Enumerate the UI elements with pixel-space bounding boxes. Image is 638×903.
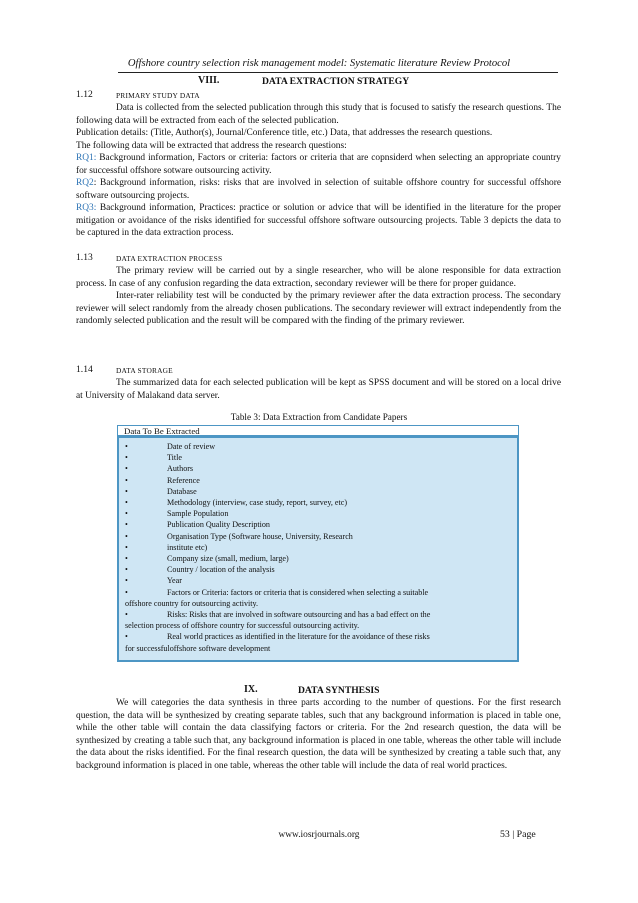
item-continuation: selection process of offshore country for successful outsourcing activity. <box>125 621 360 631</box>
rq3-text: Background information, Practices: practice or solution or advice that will be identified in the literature for the proper mitigation or avoidance of the risks identified for successful offshore software outsourcing projects. Table 3 depicts the data to be captured in the data extraction process. <box>76 203 561 238</box>
subsection-1-12-body <box>76 102 561 240</box>
section-9-body <box>76 697 561 772</box>
paragraph: We will categories the data synthesis in three parts according to the number of questions. For the first research question, the data will be synthesized by creating separate tables, such that any background information is placed in table one, while the other table will contain the data classifying factors or criteria. For the 2nd research question, the data will be synthesized by creating a table such that, any background information is placed in one table, whereas the other table will include the data about the risks identified. For the final research question, the data will be synthesized by creating a table such that, any background information is placed in one table, whereas the other table will include the data of real world practices. <box>76 698 561 771</box>
running-header: Offshore country selection risk management model: Systematic literature Review Protocol <box>127 58 511 69</box>
item-text: Year <box>167 576 182 586</box>
bullet: • <box>125 632 128 642</box>
table-row <box>125 631 511 642</box>
rq3-label: RQ3: <box>76 203 97 213</box>
item-text: Publication Quality Description <box>167 520 270 530</box>
section-9-title: DATA SYNTHESIS <box>298 685 380 696</box>
bullet: • <box>125 565 128 575</box>
subsection-1-12-title: PRIMARY STUDY DATA <box>116 91 200 100</box>
item-text: Company size (small, medium, large) <box>167 554 289 564</box>
page-number: 53 | Page <box>500 829 536 840</box>
item-text: Date of review <box>167 442 216 451</box>
rq2-label: RQ2 <box>76 178 94 188</box>
item-text: Factors or Criteria: factors or criteria that is considered when selecting a suitable <box>167 587 429 597</box>
table-row <box>125 609 511 620</box>
research-question-3 <box>76 202 561 240</box>
bullet: • <box>125 531 128 541</box>
item-text: Title <box>167 453 182 463</box>
rq2-text: : Background information, risks: risks that are involved in selection of suitable offshore country for successful offshore software outsourcing projects. <box>76 178 561 201</box>
subsection-1-14-number: 1.14 <box>76 364 93 375</box>
paragraph: The summarized data for each selected publication will be kept as SPSS document and will be stored on a local drive at University of Malakand data server. <box>76 378 561 401</box>
table-row <box>125 564 511 575</box>
table-row <box>125 587 511 598</box>
table-row <box>125 463 511 474</box>
item-text: Sample Population <box>167 509 229 519</box>
subsection-1-13-body <box>76 265 561 328</box>
item-text: Risks: Risks that are involved in software outsourcing and has a bad effect on the <box>167 610 431 620</box>
bullet: • <box>125 475 128 485</box>
bullet: • <box>125 587 128 597</box>
item-text: Real world practices as identified in the literature for the avoidance of these risks <box>167 632 430 642</box>
paragraph: Inter-rater reliability test will be conducted by the primary reviewer after the data extraction process. The secondary reviewer will select randomly from the already chosen publications. The secondary reviewer will extract independently from the randomly selected publication and the result will be compared with the finding of the primary reviewer. <box>76 291 561 326</box>
research-question-2 <box>76 177 561 202</box>
bullet: • <box>125 498 128 508</box>
item-text: Reference <box>167 475 200 485</box>
table-row <box>125 486 511 497</box>
bullet: • <box>125 442 128 451</box>
bullet: • <box>125 576 128 586</box>
table-row <box>125 519 511 530</box>
table-row <box>125 452 511 463</box>
subsection-1-14-title: DATA STORAGE <box>116 366 173 375</box>
rq1-label: RQ1: <box>76 153 97 163</box>
table-row <box>125 575 511 586</box>
table-row <box>125 441 511 452</box>
item-text: Methodology (interview, case study, report, survey, etc) <box>167 498 348 508</box>
table-row <box>125 497 511 508</box>
item-text: Country / location of the analysis <box>167 565 275 575</box>
paragraph: Data is collected from the selected publication through this study that is focused to satisfy the research questions. The following data will be extracted from each of the selected publication. <box>76 103 561 126</box>
table-row <box>125 531 511 542</box>
section-9-number: IX. <box>244 684 258 695</box>
table-row <box>125 475 511 486</box>
paragraph: Publication details: (Title, Author(s), Journal/Conference title, etc.) Data, that addresses the research questions. <box>76 128 493 138</box>
subsection-1-13-number: 1.13 <box>76 252 93 263</box>
item-text: Organisation Type (Software house, University, Research <box>167 531 353 541</box>
item-continuation: offshore country for outsourcing activity. <box>125 598 259 608</box>
item-text: Database <box>167 486 197 496</box>
bullet: • <box>125 464 128 474</box>
section-8-title: DATA EXTRACTION STRATEGY <box>262 76 410 87</box>
bullet: • <box>125 542 128 552</box>
section-8-number: VIII. <box>198 75 220 86</box>
research-question-1 <box>76 152 561 177</box>
footer-url: www.iosrjournals.org <box>278 830 360 840</box>
item-text: Authors <box>167 464 194 474</box>
table-row <box>125 553 511 564</box>
subsection-1-13-title: DATA EXTRACTION PROCESS <box>116 254 223 263</box>
paragraph: The primary review will be carried out by a single researcher, who will be alone responsible for data extraction process. In case of any confusion regarding the data extraction, secondary reviewer will be there for proper guidance. <box>76 266 561 289</box>
subsection-1-14-body <box>76 377 561 402</box>
table-caption: Table 3: Data Extraction from Candidate Papers <box>230 412 408 422</box>
item-continuation: for successfuloffshore software development <box>125 643 271 653</box>
bullet: • <box>125 509 128 519</box>
bullet: • <box>125 610 128 620</box>
bullet: • <box>125 453 128 463</box>
rq1-text: Background information, Factors or criteria: factors or criteria that are copnsiderd when selecting an appropriate country for successful offshore sotware outsourcing activity. <box>76 153 561 176</box>
table-row <box>125 508 511 519</box>
bullet: • <box>125 486 128 496</box>
bullet: • <box>125 520 128 530</box>
subsection-1-12-number: 1.12 <box>76 89 93 100</box>
data-extraction-table <box>117 436 519 662</box>
table-row <box>125 542 511 553</box>
item-text: institute etc) <box>167 542 208 552</box>
table-header: Data To Be Extracted <box>117 425 519 436</box>
paragraph: The following data will be extracted that address the research questions: <box>76 140 347 151</box>
header-rule <box>118 72 558 73</box>
bullet: • <box>125 554 128 564</box>
